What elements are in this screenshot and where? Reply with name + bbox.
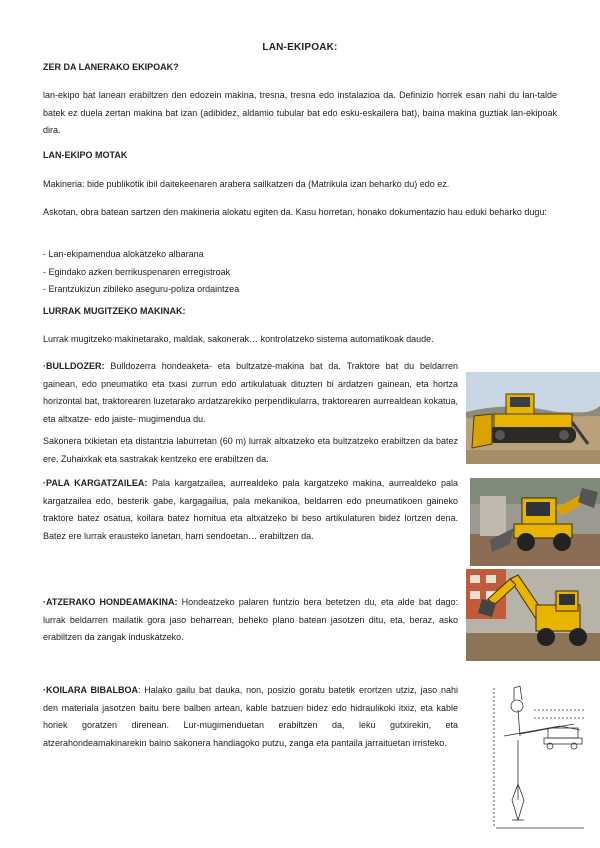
bulldozer-image: [466, 372, 600, 464]
pala-kargatzailea-image: [470, 478, 600, 566]
koilara-bibalboa-diagram: [484, 680, 588, 830]
paragraph-koilara-bibalboa: [43, 682, 458, 752]
page-title: LAN-EKIPOAK:: [262, 42, 338, 53]
heading-zer-da: ZER DA LANERAKO EKIPOAK?: [43, 62, 179, 72]
paragraph-definition: lan-ekipo bat lanean erabiltzen den edozein makina, tresna, tresna edo instalazioa da. Definizio horrek esan nahi du lan-talde batek ez duela zertan makina bat izan (adibidez, aldamio tubular bat edo esku-eskailera bat), baina makina guztiak lan-ekipoak dira.: [43, 90, 557, 135]
list-item: - Egindako azken berrikuspenaren erregistroak: [43, 266, 231, 277]
paragraph-makineria: Makineria: bide publikotik ibil daitekeenaren arabera sailkatzen da (Matrikula izan beharko du) edo ez.: [43, 179, 450, 189]
paragraph-pala-kargatzailea: [43, 475, 458, 545]
term-koilara-bibalboa: ·KOILARA BIBALBOA: [43, 685, 138, 695]
term-bulldozer: ·BULLDOZER:: [43, 361, 105, 371]
paragraph-atzerako-hondeamakina: [43, 594, 458, 647]
atzerako-text: Hondeatzeko palaren funtzio bera betetzen du, eta alde bat dago: lurrak beldarren mailatik gora jaso beharrean, beheko plano batean jasotzen ditu, eta, beraz, asko erabiltzen da zangak induskatzeko.: [43, 597, 458, 642]
term-pala-kargatzailea: ·PALA KARGATZAILEA:: [43, 478, 148, 488]
koilara-text: : Halako gailu bat dauka, non, posizio goratu batetik erortzen utziz, jaso nahi den materiala jasotzen baitu bere balben artean, kable batzuen bidez edo hidraulikoki itxiz, eta kable horiek goratzen direnean. Lur-mugimenduetan erabiltzen da, leku gutxirekin, eta atzerahondeamakinarekin baino sakonera handiagoko putzu, zanga eta pantaila jarraituetan irristeko.: [43, 685, 459, 748]
documentation-list: [43, 246, 557, 299]
paragraph-bulldozer-use: Sakonera txikietan eta distantzia laburretan (60 m) lurrak altxatzeko eta bultzatzeko erabiltzen da batez ere. Zuhaixkak eta sastrakak kentzeko ere erabiltzen da.: [43, 436, 458, 464]
paragraph-bulldozer: [43, 358, 458, 428]
bulldozer-text: Bulldozerra hondeaketa- eta bultzatze-makina bat da. Traktore bat du beldarren gainean, edo pneumatiko eta txasi zurrun edo artikulatuak dituzten bi ardatzen gainean, eta hortza horizontal bat, traktorearen luzetarako ardatzarekiko perpendikularra, traktorearen aurrealdean kokatua, eta altxatze- edo jaiste- mugimendua du.: [43, 361, 458, 424]
heading-lan-ekipo-motak: LAN-EKIPO MOTAK: [43, 150, 128, 160]
list-item: - Lan-ekipamendua alokatzeko albarana: [43, 249, 204, 259]
list-item: - Erantzukizun zibileko aseguru-poliza ordaintzea: [43, 284, 240, 294]
paragraph-askotan: Askotan, obra batean sartzen den makineria alokatu egiten da. Kasu horretan, honako dokumentazio hau eduki beharko dugu:: [43, 207, 547, 217]
term-atzerako-hondeamakina: ·ATZERAKO HONDEAMAKINA:: [43, 597, 178, 607]
atzerako-hondeamakina-image: [466, 569, 600, 661]
pala-text: Pala kargatzailea, aurrealdeko pala kargatzeko makina, aurrealdeko pala kargatzailea edo, besterik gabe, kargagailua, pala mekanikoa, beldarren edo pneumatikoen gaineko traktore batez osatua, koilara batez hornitua eta altxatzeko bi beso artikulaturen bidez lortzen dena. Batez ere lurrak erausteko lanetan, harri sendoetan… erabiltzen da.: [43, 478, 458, 541]
heading-lurrak-mugitzeko: LURRAK MUGITZEKO MAKINAK:: [43, 306, 186, 316]
paragraph-lurrak-intro: Lurrak mugitzeko makinetarako, maldak, sakonerak… kontrolatzeko sistema automatikoak daude.: [43, 334, 434, 344]
